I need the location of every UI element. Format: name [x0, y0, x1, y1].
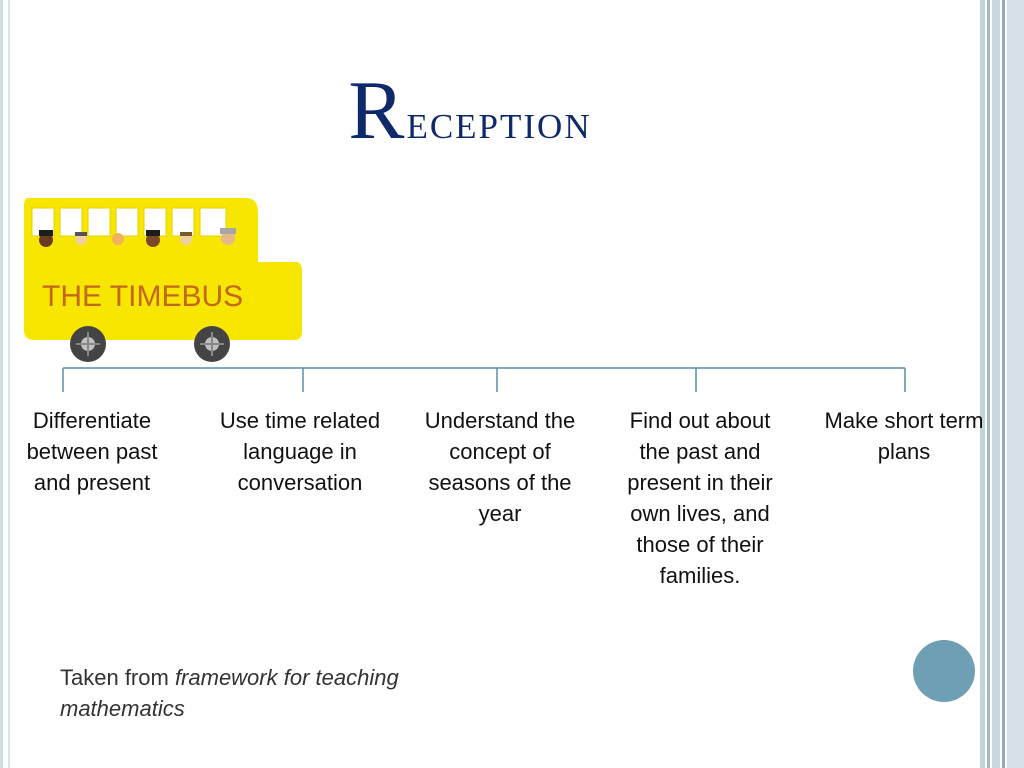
time-bus-image	[18, 192, 308, 367]
bus-wheel-right	[194, 326, 230, 362]
timeline-item-seasons: Understand the concept of seasons of the year	[424, 408, 576, 526]
source-citation	[60, 662, 480, 724]
accent-circle	[913, 640, 975, 702]
timeline-item-time-language: Use time related language in conversation	[219, 408, 381, 495]
right-decorative-stripes	[980, 0, 1024, 768]
timeline-item-differentiate: Differentiate between past and present	[26, 408, 158, 495]
bus-wheel-left	[70, 326, 106, 362]
slide-title	[0, 62, 940, 159]
timeline-item-short-term-plans: Make short term plans	[824, 408, 984, 464]
source-prefix: Taken from	[60, 665, 175, 690]
source-title: framework for teaching mathematics	[60, 665, 399, 721]
bus-sign-text: THE TIMEBUS	[42, 280, 244, 313]
timeline-item-past-present-lives: Find out about the past and present in their own lives, and those of their families.	[627, 408, 773, 588]
title-initial: R	[348, 64, 407, 157]
title-rest: eception	[406, 93, 592, 149]
